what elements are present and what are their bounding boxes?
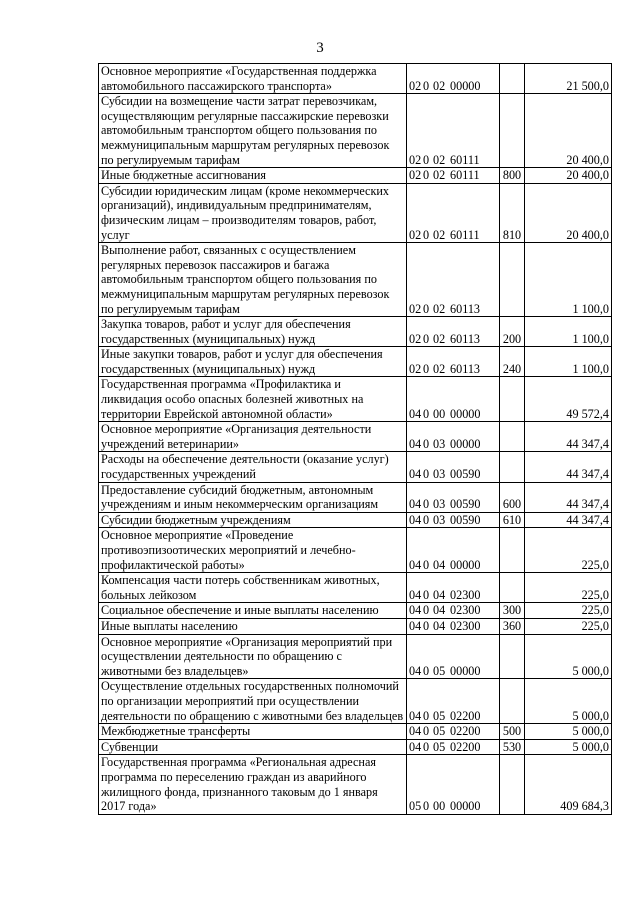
csr-code-part: 00 [433,799,446,814]
csr-code-part: 0 [423,227,430,242]
csr-code-part: 04 [409,406,422,421]
row-csr-cell [407,243,500,317]
row-sum-cell: 1 100,0 [525,317,612,347]
row-sum-cell: 44 347,4 [525,422,612,452]
row-sum-cell: 225,0 [525,528,612,573]
csr-code-part: 04 [433,557,446,572]
budget-table [98,63,612,815]
table-row [99,755,612,814]
row-vr-cell [500,634,525,679]
row-name-cell: Иные бюджетные ассигнования [99,168,407,184]
table-row [99,482,612,512]
csr-code-part: 03 [433,512,446,527]
table-row [99,679,612,724]
row-csr-cell [407,168,500,184]
csr-code-part: 00590 [450,512,481,527]
csr-code-part: 0 [423,406,430,421]
csr-code-part: 02 [409,361,422,376]
table-row [99,377,612,422]
row-sum-cell: 44 347,4 [525,512,612,528]
table-row [99,512,612,528]
table-row [99,618,612,634]
csr-code-part: 02 [433,331,446,346]
table-row [99,94,612,168]
csr-code-part: 0 [423,78,430,93]
csr-code-part: 02200 [450,724,481,739]
row-vr-cell: 600 [500,482,525,512]
csr-code-part: 0 [423,331,430,346]
csr-code-part: 00000 [450,436,481,451]
row-vr-cell: 800 [500,168,525,184]
csr-code-part: 02300 [450,618,481,633]
csr-code-part: 02200 [450,739,481,754]
csr-code-part: 02 [433,301,446,316]
row-name-cell: Основное мероприятие «Организация деятельности учреждений ветеринарии» [99,422,407,452]
csr-code-part: 0 [423,708,430,723]
row-vr-cell: 500 [500,724,525,740]
csr-code-part: 02 [433,227,446,242]
row-csr-cell [407,317,500,347]
csr-code-part: 60111 [450,152,480,167]
table-row [99,347,612,377]
csr-code-part: 0 [423,497,430,512]
row-vr-cell [500,755,525,814]
row-csr-cell [407,347,500,377]
csr-code-part: 02 [409,227,422,242]
csr-code-part: 02 [409,78,422,93]
row-sum-cell: 20 400,0 [525,168,612,184]
row-vr-cell [500,94,525,168]
csr-code-part: 0 [423,557,430,572]
row-vr-cell: 240 [500,347,525,377]
csr-code-part: 04 [409,603,422,618]
csr-code-part: 03 [433,467,446,482]
csr-code-part: 0 [423,467,430,482]
csr-code-part: 02 [433,361,446,376]
csr-code-part: 0 [423,152,430,167]
row-vr-cell: 360 [500,618,525,634]
csr-code-part: 0 [423,168,430,183]
csr-code-part: 60111 [450,168,480,183]
csr-code-part: 60113 [450,361,481,376]
csr-code-part: 02200 [450,708,481,723]
csr-code-part: 02 [433,168,446,183]
row-vr-cell: 300 [500,603,525,619]
csr-code-part: 04 [433,618,446,633]
csr-code-part: 02 [409,331,422,346]
csr-code-part: 02 [409,168,422,183]
csr-code-part: 04 [409,724,422,739]
table-row [99,724,612,740]
csr-code-part: 04 [409,497,422,512]
csr-code-part: 00590 [450,497,481,512]
csr-code-part: 00000 [450,406,481,421]
table-row [99,739,612,755]
row-name-cell: Расходы на обеспечение деятельности (оказание услуг) государственных учреждений [99,452,407,482]
row-sum-cell: 44 347,4 [525,482,612,512]
row-vr-cell [500,422,525,452]
row-vr-cell: 530 [500,739,525,755]
csr-code-part: 0 [423,603,430,618]
row-csr-cell [407,528,500,573]
row-name-cell: Иные закупки товаров, работ и услуг для обеспечения государственных (муниципальных) нужд [99,347,407,377]
row-vr-cell [500,573,525,603]
row-name-cell: Основное мероприятие «Организация мероприятий при осуществлении деятельности по обращению с животными без владельцев» [99,634,407,679]
row-sum-cell: 5 000,0 [525,634,612,679]
row-sum-cell: 20 400,0 [525,94,612,168]
csr-code-part: 05 [409,799,422,814]
row-sum-cell: 1 100,0 [525,347,612,377]
row-vr-cell [500,679,525,724]
csr-code-part: 05 [433,663,446,678]
csr-code-part: 00000 [450,557,481,572]
row-csr-cell [407,618,500,634]
row-name-cell: Государственная программа «Региональная адресная программа по переселению граждан из аварийного жилищного фонда, признанного таковым до 1 января 2017 года» [99,755,407,814]
row-name-cell: Социальное обеспечение и иные выплаты населению [99,603,407,619]
csr-code-part: 02 [409,152,422,167]
row-csr-cell [407,94,500,168]
csr-code-part: 60113 [450,301,481,316]
csr-code-part: 04 [409,512,422,527]
table-row [99,64,612,94]
row-name-cell: Субвенции [99,739,407,755]
page-number: 3 [316,40,324,56]
csr-code-part: 0 [423,301,430,316]
csr-code-part: 0 [423,663,430,678]
row-vr-cell [500,452,525,482]
row-sum-cell: 49 572,4 [525,377,612,422]
csr-code-part: 0 [423,361,430,376]
csr-code-part: 00 [433,406,446,421]
row-csr-cell [407,512,500,528]
csr-code-part: 05 [433,724,446,739]
row-sum-cell: 20 400,0 [525,183,612,242]
csr-code-part: 05 [433,739,446,754]
row-sum-cell: 21 500,0 [525,64,612,94]
table-row [99,168,612,184]
row-name-cell: Субсидии бюджетным учреждениям [99,512,407,528]
row-csr-cell [407,482,500,512]
csr-code-part: 60111 [450,227,480,242]
csr-code-part: 60113 [450,331,481,346]
row-vr-cell: 810 [500,183,525,242]
csr-code-part: 0 [423,724,430,739]
row-csr-cell [407,724,500,740]
csr-code-part: 02300 [450,587,481,602]
row-csr-cell [407,679,500,724]
csr-code-part: 04 [433,603,446,618]
csr-code-part: 04 [409,663,422,678]
row-sum-cell: 5 000,0 [525,679,612,724]
row-sum-cell: 5 000,0 [525,739,612,755]
row-name-cell: Иные выплаты населению [99,618,407,634]
row-sum-cell: 225,0 [525,618,612,634]
budget-table-body [99,64,612,815]
row-name-cell: Закупка товаров, работ и услуг для обеспечения государственных (муниципальных) нужд [99,317,407,347]
table-row [99,422,612,452]
csr-code-part: 0 [423,512,430,527]
row-vr-cell [500,377,525,422]
row-vr-cell [500,243,525,317]
csr-code-part: 00000 [450,799,481,814]
row-sum-cell: 1 100,0 [525,243,612,317]
row-sum-cell: 5 000,0 [525,724,612,740]
csr-code-part: 04 [409,467,422,482]
row-vr-cell: 200 [500,317,525,347]
csr-code-part: 00590 [450,467,481,482]
table-row [99,573,612,603]
csr-code-part: 04 [409,436,422,451]
row-name-cell: Предоставление субсидий бюджетным, автономным учреждениям и иным некоммерческим организациям [99,482,407,512]
row-name-cell: Осуществление отдельных государственных полномочий по организации мероприятий при осуществлении деятельности по обращению с животными без владельцев [99,679,407,724]
csr-code-part: 0 [423,587,430,602]
csr-code-part: 04 [409,557,422,572]
row-csr-cell [407,422,500,452]
csr-code-part: 04 [409,618,422,633]
csr-code-part: 02300 [450,603,481,618]
csr-code-part: 0 [423,739,430,754]
csr-code-part: 03 [433,436,446,451]
row-sum-cell: 409 684,3 [525,755,612,814]
table-row [99,528,612,573]
row-vr-cell [500,64,525,94]
csr-code-part: 04 [409,708,422,723]
row-csr-cell [407,183,500,242]
csr-code-part: 02 [433,152,446,167]
csr-code-part: 0 [423,799,430,814]
table-row [99,183,612,242]
row-name-cell: Государственная программа «Профилактика и ликвидация особо опасных болезней животных на территории Еврейской автономной области» [99,377,407,422]
csr-code-part: 03 [433,497,446,512]
row-name-cell: Основное мероприятие «Государственная поддержка автомобильного пассажирского транспорта» [99,64,407,94]
csr-code-part: 02 [433,78,446,93]
row-csr-cell [407,739,500,755]
row-sum-cell: 225,0 [525,573,612,603]
row-csr-cell [407,64,500,94]
row-csr-cell [407,573,500,603]
row-sum-cell: 44 347,4 [525,452,612,482]
row-vr-cell [500,528,525,573]
table-row [99,452,612,482]
csr-code-part: 00000 [450,663,481,678]
row-vr-cell: 610 [500,512,525,528]
table-row [99,634,612,679]
row-name-cell: Межбюджетные трансферты [99,724,407,740]
csr-code-part: 04 [433,587,446,602]
row-sum-cell: 225,0 [525,603,612,619]
row-name-cell: Субсидии юридическим лицам (кроме некоммерческих организаций), индивидуальным предпринимателям, физическим лицам – производителям товаров, работ, услуг [99,183,407,242]
csr-code-part: 0 [423,618,430,633]
row-csr-cell [407,603,500,619]
csr-code-part: 02 [409,301,422,316]
table-row [99,603,612,619]
table-row [99,243,612,317]
row-name-cell: Выполнение работ, связанных с осуществлением регулярных перевозок пассажиров и багажа автомобильным транспортом общего пользования по межмуниципальным маршрутам регулярных перевозок по регулируемым тарифам [99,243,407,317]
csr-code-part: 0 [423,436,430,451]
row-name-cell: Основное мероприятие «Проведение противоэпизоотических мероприятий и лечебно-профилактической работы» [99,528,407,573]
csr-code-part: 04 [409,739,422,754]
csr-code-part: 00000 [450,78,481,93]
row-name-cell: Компенсация части потерь собственникам животных, больных лейкозом [99,573,407,603]
row-csr-cell [407,634,500,679]
row-csr-cell [407,377,500,422]
csr-code-part: 05 [433,708,446,723]
table-row [99,317,612,347]
row-csr-cell [407,755,500,814]
csr-code-part: 04 [409,587,422,602]
row-name-cell: Субсидии на возмещение части затрат перевозчикам, осуществляющим регулярные пассажирские перевозки автомобильным транспортом общего пользования по межмуниципальным маршрутам регулярных перевозок по регулируемым тарифам [99,94,407,168]
row-csr-cell [407,452,500,482]
